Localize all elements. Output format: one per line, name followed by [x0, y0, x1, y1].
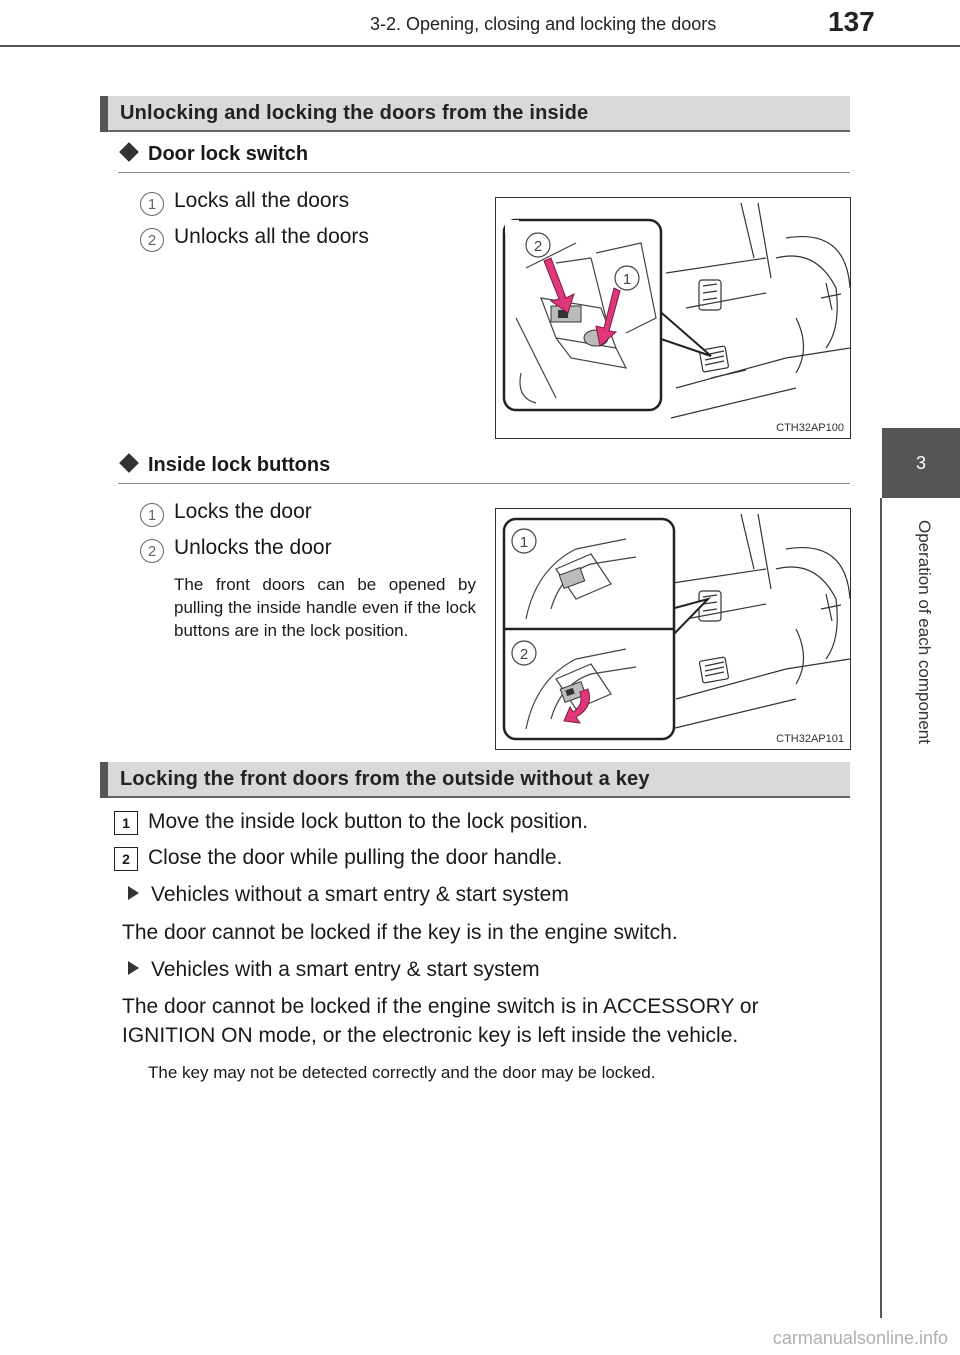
- section-title: Locking the front doors from the outside without a key: [120, 768, 650, 790]
- variant-note: The key may not be detected correctly and the door may be locked.: [148, 1063, 656, 1082]
- item-text: Locks the door: [174, 500, 312, 523]
- step-text: Close the door while pulling the door handle.: [148, 846, 563, 869]
- triangle-bullet-icon: [128, 886, 139, 900]
- item-number: 2: [140, 539, 164, 563]
- callout-label: 2: [533, 238, 543, 255]
- variant-label: Vehicles with a smart entry & start system: [128, 958, 540, 982]
- inside-lock-buttons-illustration: [496, 509, 850, 749]
- item-text: Unlocks the door: [174, 536, 332, 559]
- chapter-tab: [882, 428, 960, 498]
- callout-label: 1: [519, 534, 529, 551]
- note-text: The front doors can be opened by pulling the inside handle even if the lock buttons are in the lock position.: [174, 575, 476, 640]
- page-number: 137: [828, 6, 875, 37]
- callout-label: 1: [622, 271, 632, 288]
- watermark: carmanualsonline.info: [772, 1328, 948, 1348]
- variant-text-line2: IGNITION ON mode, or the electronic key is left inside the vehicle.: [122, 1024, 739, 1047]
- door-lock-switch-illustration: [496, 198, 850, 438]
- variant-text-line1: The door cannot be locked if the engine switch is in ACCESSORY or: [122, 995, 759, 1018]
- figure-inside-lock-buttons: [495, 508, 851, 750]
- section-title: Unlocking and locking the doors from the inside: [120, 102, 589, 124]
- chapter-header-title: 3-2. Opening, closing and locking the doors: [370, 14, 717, 34]
- item-number: 1: [140, 503, 164, 527]
- variant-label: Vehicles without a smart entry & start system: [128, 883, 569, 907]
- subheading-rule: [118, 483, 850, 484]
- side-label-area: [882, 498, 960, 1318]
- step-number: 1: [114, 811, 138, 835]
- item-number: 2: [140, 228, 164, 252]
- section-stripe: [100, 762, 108, 798]
- figure-door-lock-switch: [495, 197, 851, 439]
- header-rule: [0, 45, 960, 47]
- figure-code: CTH32AP100: [776, 422, 844, 434]
- chapter-number: 3: [915, 452, 926, 473]
- item-text: Locks all the doors: [174, 189, 350, 212]
- item-text: Unlocks all the doors: [174, 225, 369, 248]
- diamond-bullet-icon: [119, 453, 139, 473]
- item-number: 1: [140, 192, 164, 216]
- diamond-bullet-icon: [119, 142, 139, 162]
- section-bar-inside: [100, 96, 850, 132]
- triangle-bullet-icon: [128, 961, 139, 975]
- section-stripe: [100, 96, 108, 132]
- subheading-door-lock-switch: Door lock switch: [118, 143, 308, 166]
- subheading-rule: [118, 172, 850, 173]
- section-bar-outside: [100, 762, 850, 798]
- step-text: Move the inside lock button to the lock position.: [148, 810, 589, 833]
- subheading-inside-lock-buttons: Inside lock buttons: [118, 454, 330, 477]
- callout-label: 2: [519, 646, 529, 663]
- chapter-name-vertical: Operation of each component: [915, 520, 934, 744]
- step-number: 2: [114, 847, 138, 871]
- variant-text: The door cannot be locked if the key is in the engine switch.: [122, 921, 678, 944]
- figure-code: CTH32AP101: [776, 733, 844, 745]
